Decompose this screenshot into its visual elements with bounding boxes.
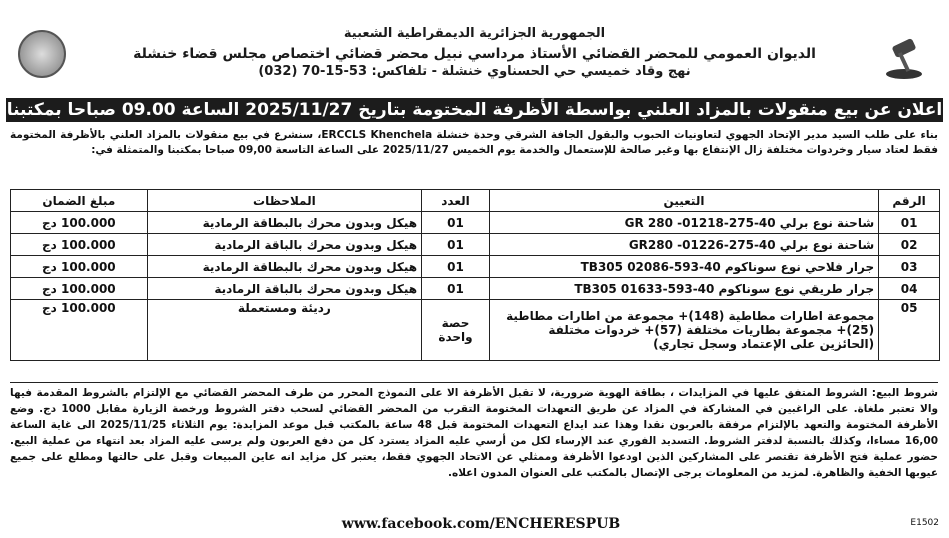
- row-amount: 100.000 دج: [11, 234, 148, 256]
- row-desc: شاحنة نوع برلي 40-275-01226- GR280: [489, 234, 878, 256]
- row-desc: مجموعة اطارات مطاطية (148)+ مجموعة من اطارات مطاطية (25)+ مجموعة بطاريات مختلفة (57)+ خردوات مختلفة (الحائزين على الإعتماد وسجل تجاري): [489, 300, 878, 361]
- office-title: الديوان العمومي للمحضر القضائي الأستاذ مرداسي نبيل محضر قضائي اختصاص مجلس قضاء خنشلة: [133, 46, 816, 62]
- row-num: 01: [879, 212, 940, 234]
- header-qty: العدد: [422, 190, 490, 212]
- table-row: [11, 300, 940, 361]
- announcement-page: [6, 6, 943, 532]
- row-qty: 01: [422, 278, 490, 300]
- header-amount: مبلغ الضمان: [11, 190, 148, 212]
- items-table: [10, 189, 940, 361]
- header-num: الرقم: [879, 190, 940, 212]
- header-notes: الملاحظات: [147, 190, 421, 212]
- row-qty: 01: [422, 256, 490, 278]
- footer-link[interactable]: www.facebook.com/ENCHERESPUB: [341, 516, 621, 532]
- republic-title: الجمهورية الجزائرية الديمقراطية الشعبية: [343, 26, 606, 41]
- intro-paragraph: بناء على طلب السيد مدير الإتحاد الجهوي لتعاونيات الحبوب والبقول الجافة الشرقي وحدة خنشلة ERCCLS Khenchela، سنشرع في بيع منقولات بالمزاد العلني بالأظرفة المختومة فقط لعتاد سيار وخردوات مختلفة زال الإنتفاع بها وغير صالحة للإستعمال والخدمة يوم الخميس 2025/11/27 على الساعة التاسعة 09,00 صباحا بمكتبنا والمتمثلة في:: [10, 129, 938, 156]
- row-num: 05: [879, 300, 940, 361]
- terms-paragraph: شروط البيع: الشروط المتفق عليها في المزايدات ، بطاقة الهوية ضرورية، لا تقبل الأظرفة الا على النموذج المحرر من طرف المحضر القضائي مع الإلتزام بالشروط المقدمة فيها والا تعتبر ملغاة. على الراغبين في المشاركة في المزاد عن طريق التعهدات المختومة التقرب من المحضر القضائي لسحب دفتر الشروط ورخصة الزيارة مقابل 1000 دج. وضع الأظرفة المختومة والتعهد بالإلتزام مرفقة بالعربون نقدا وهذا عند ايداع التعهدات المختومة قبل 48 ساعة بالمكتب قبل موعد المزايدة: يوم الثلاثاء 2025/11/25 الى غاية الساعة 16,00 مساءا، وكذلك بالنسبة لدفتر الشروط. التسديد الفوري عند الإرساء لكل من أرسي عليه المزاد يسترد كل من دفع العربون ولم يرسى عليه المزاد بعد انتهاء من عملية البيع. حضور عملية فتح الأظرفة تقتصر على المشاركين الذين اودعوا الأظرفة وممثلي عن الاتحاد الجهوي فقط، يعتبر كل مزايد انه عاين المبيعات وقبل على حالتها ومطلع على جميع عيوبها الخفية والظاهرة. لمزيد من المعلومات يرجى الإتصال بالمكتب على العنوان المدون اعلاه.: [10, 382, 938, 481]
- header: [6, 6, 943, 94]
- reference-code: E1502: [910, 518, 939, 528]
- row-desc: شاحنة نوع برلي 40-275-01218- GR 280: [489, 212, 878, 234]
- row-desc: جرار فلاحي نوع سوناكوم 40-593-02086 TB305: [489, 256, 878, 278]
- table-row: [11, 278, 940, 300]
- row-amount: 100.000 دج: [11, 212, 148, 234]
- row-num: 04: [879, 278, 940, 300]
- row-amount: 100.000 دج: [11, 300, 148, 361]
- row-num: 02: [879, 234, 940, 256]
- table-row: [11, 212, 940, 234]
- table-header-row: [11, 190, 940, 212]
- row-qty: حصة واحدة: [422, 300, 490, 361]
- header-desc: التعيين: [489, 190, 878, 212]
- row-notes: هيكل وبدون محرك بالباقة الرمادية: [147, 278, 421, 300]
- row-qty: 01: [422, 234, 490, 256]
- table-row: [11, 234, 940, 256]
- table-row: [11, 256, 940, 278]
- row-notes: رديئة ومستعملة: [147, 300, 421, 361]
- row-notes: هيكل وبدون محرك بالبطاقة الرمادية: [147, 256, 421, 278]
- row-num: 03: [879, 256, 940, 278]
- row-amount: 100.000 دج: [11, 278, 148, 300]
- row-qty: 01: [422, 212, 490, 234]
- announcement-title: اعلان عن بيع منقولات بالمزاد العلني بواسطة الأظرفة المختومة بتاريخ 2025/11/27 الساعة 09.00 صباحا بمكتبنا: [6, 100, 943, 120]
- row-notes: هيكل وبدون محرك بالبطاقة الرمادية: [147, 212, 421, 234]
- row-notes: هيكل وبدون محرك بالباقة الرمادية: [147, 234, 421, 256]
- office-address: نهج وقاد خميسي حي الحسناوي خنشلة - تلفاكس: 53-15-70 (032): [258, 64, 691, 79]
- row-desc: جرار طريقي نوع سوناكوم 40-593-01633 TB305: [489, 278, 878, 300]
- row-amount: 100.000 دج: [11, 256, 148, 278]
